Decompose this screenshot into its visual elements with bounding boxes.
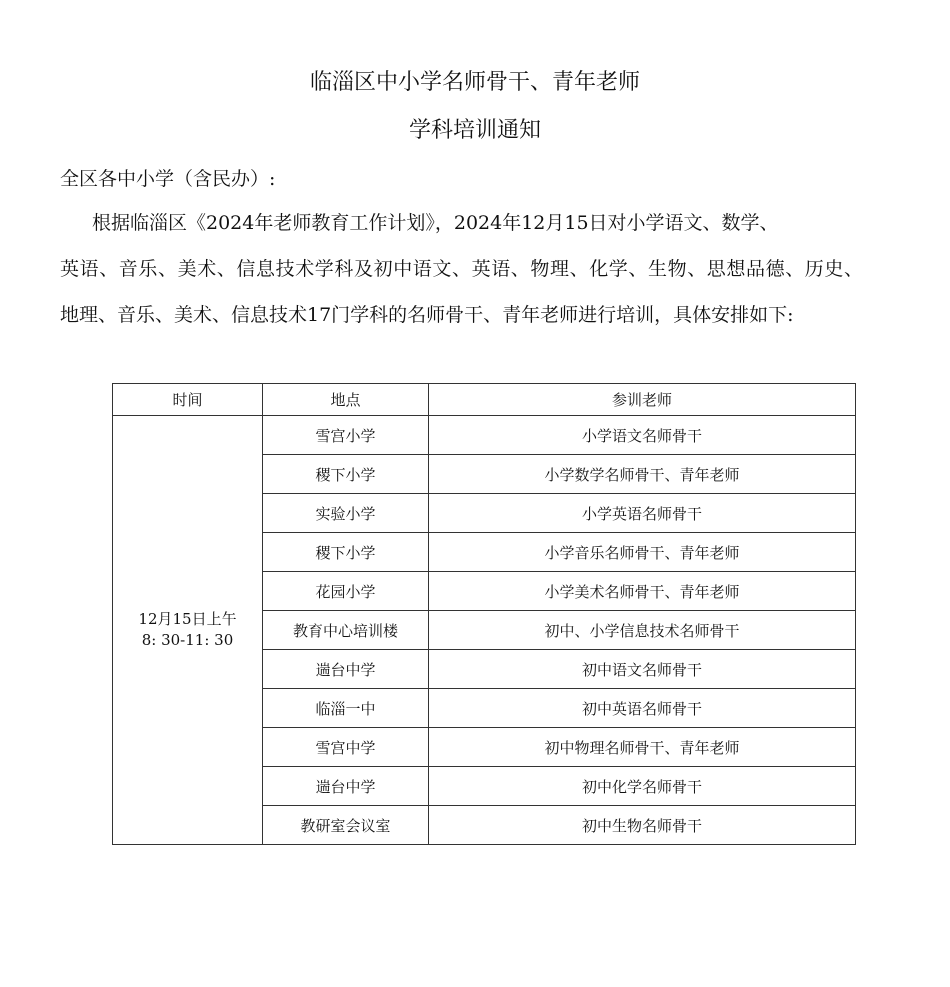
location-cell: 遄台中学	[263, 650, 429, 689]
header-participants: 参训老师	[429, 384, 856, 416]
time-range: 8: 30-11: 30	[141, 631, 234, 649]
document-title: 临淄区中小学名师骨干、青年老师	[309, 70, 640, 95]
header-time: 时间	[113, 384, 263, 416]
table-header-row	[113, 384, 856, 416]
body-line-3: 地理、音乐、美术、信息技术17门学科的名师骨干、青年老师进行培训，具体安排如下:	[60, 304, 794, 326]
participants-cell: 小学英语名师骨干	[429, 494, 856, 533]
participants-cell: 小学语文名师骨干	[429, 416, 856, 455]
location-cell: 遄台中学	[263, 767, 429, 806]
participants-cell: 初中化学名师骨干	[429, 767, 856, 806]
location-cell: 雪宫中学	[263, 728, 429, 767]
location-cell: 实验小学	[263, 494, 429, 533]
time-date: 12月15日上午	[138, 610, 237, 628]
participants-cell: 初中语文名师骨干	[429, 650, 856, 689]
document-subtitle: 学科培训通知	[408, 118, 541, 143]
participants-cell: 初中生物名师骨干	[429, 806, 856, 845]
location-cell: 花园小学	[263, 572, 429, 611]
schedule-table	[112, 383, 856, 845]
participants-cell: 小学美术名师骨干、青年老师	[429, 572, 856, 611]
header-location: 地点	[263, 384, 429, 416]
salutation: 全区各中小学（含民办）:	[60, 168, 276, 190]
body-line-1: 根据临淄区《2024年老师教育工作计划》，2024年12月15日对小学语文、数学、	[92, 212, 779, 234]
participants-cell: 初中英语名师骨干	[429, 689, 856, 728]
location-cell: 临淄一中	[263, 689, 429, 728]
location-cell: 教研室会议室	[263, 806, 429, 845]
table-row	[113, 416, 856, 455]
location-cell: 雪宫小学	[263, 416, 429, 455]
participants-cell: 初中物理名师骨干、青年老师	[429, 728, 856, 767]
location-cell: 稷下小学	[263, 455, 429, 494]
participants-cell: 初中、小学信息技术名师骨干	[429, 611, 856, 650]
body-line-2: 英语、音乐、美术、信息技术学科及初中语文、英语、物理、化学、生物、思想品德、历史、	[60, 258, 864, 280]
location-cell: 教育中心培训楼	[263, 611, 429, 650]
participants-cell: 小学数学名师骨干、青年老师	[429, 455, 856, 494]
participants-cell: 小学音乐名师骨干、青年老师	[429, 533, 856, 572]
time-cell	[113, 416, 263, 845]
location-cell: 稷下小学	[263, 533, 429, 572]
